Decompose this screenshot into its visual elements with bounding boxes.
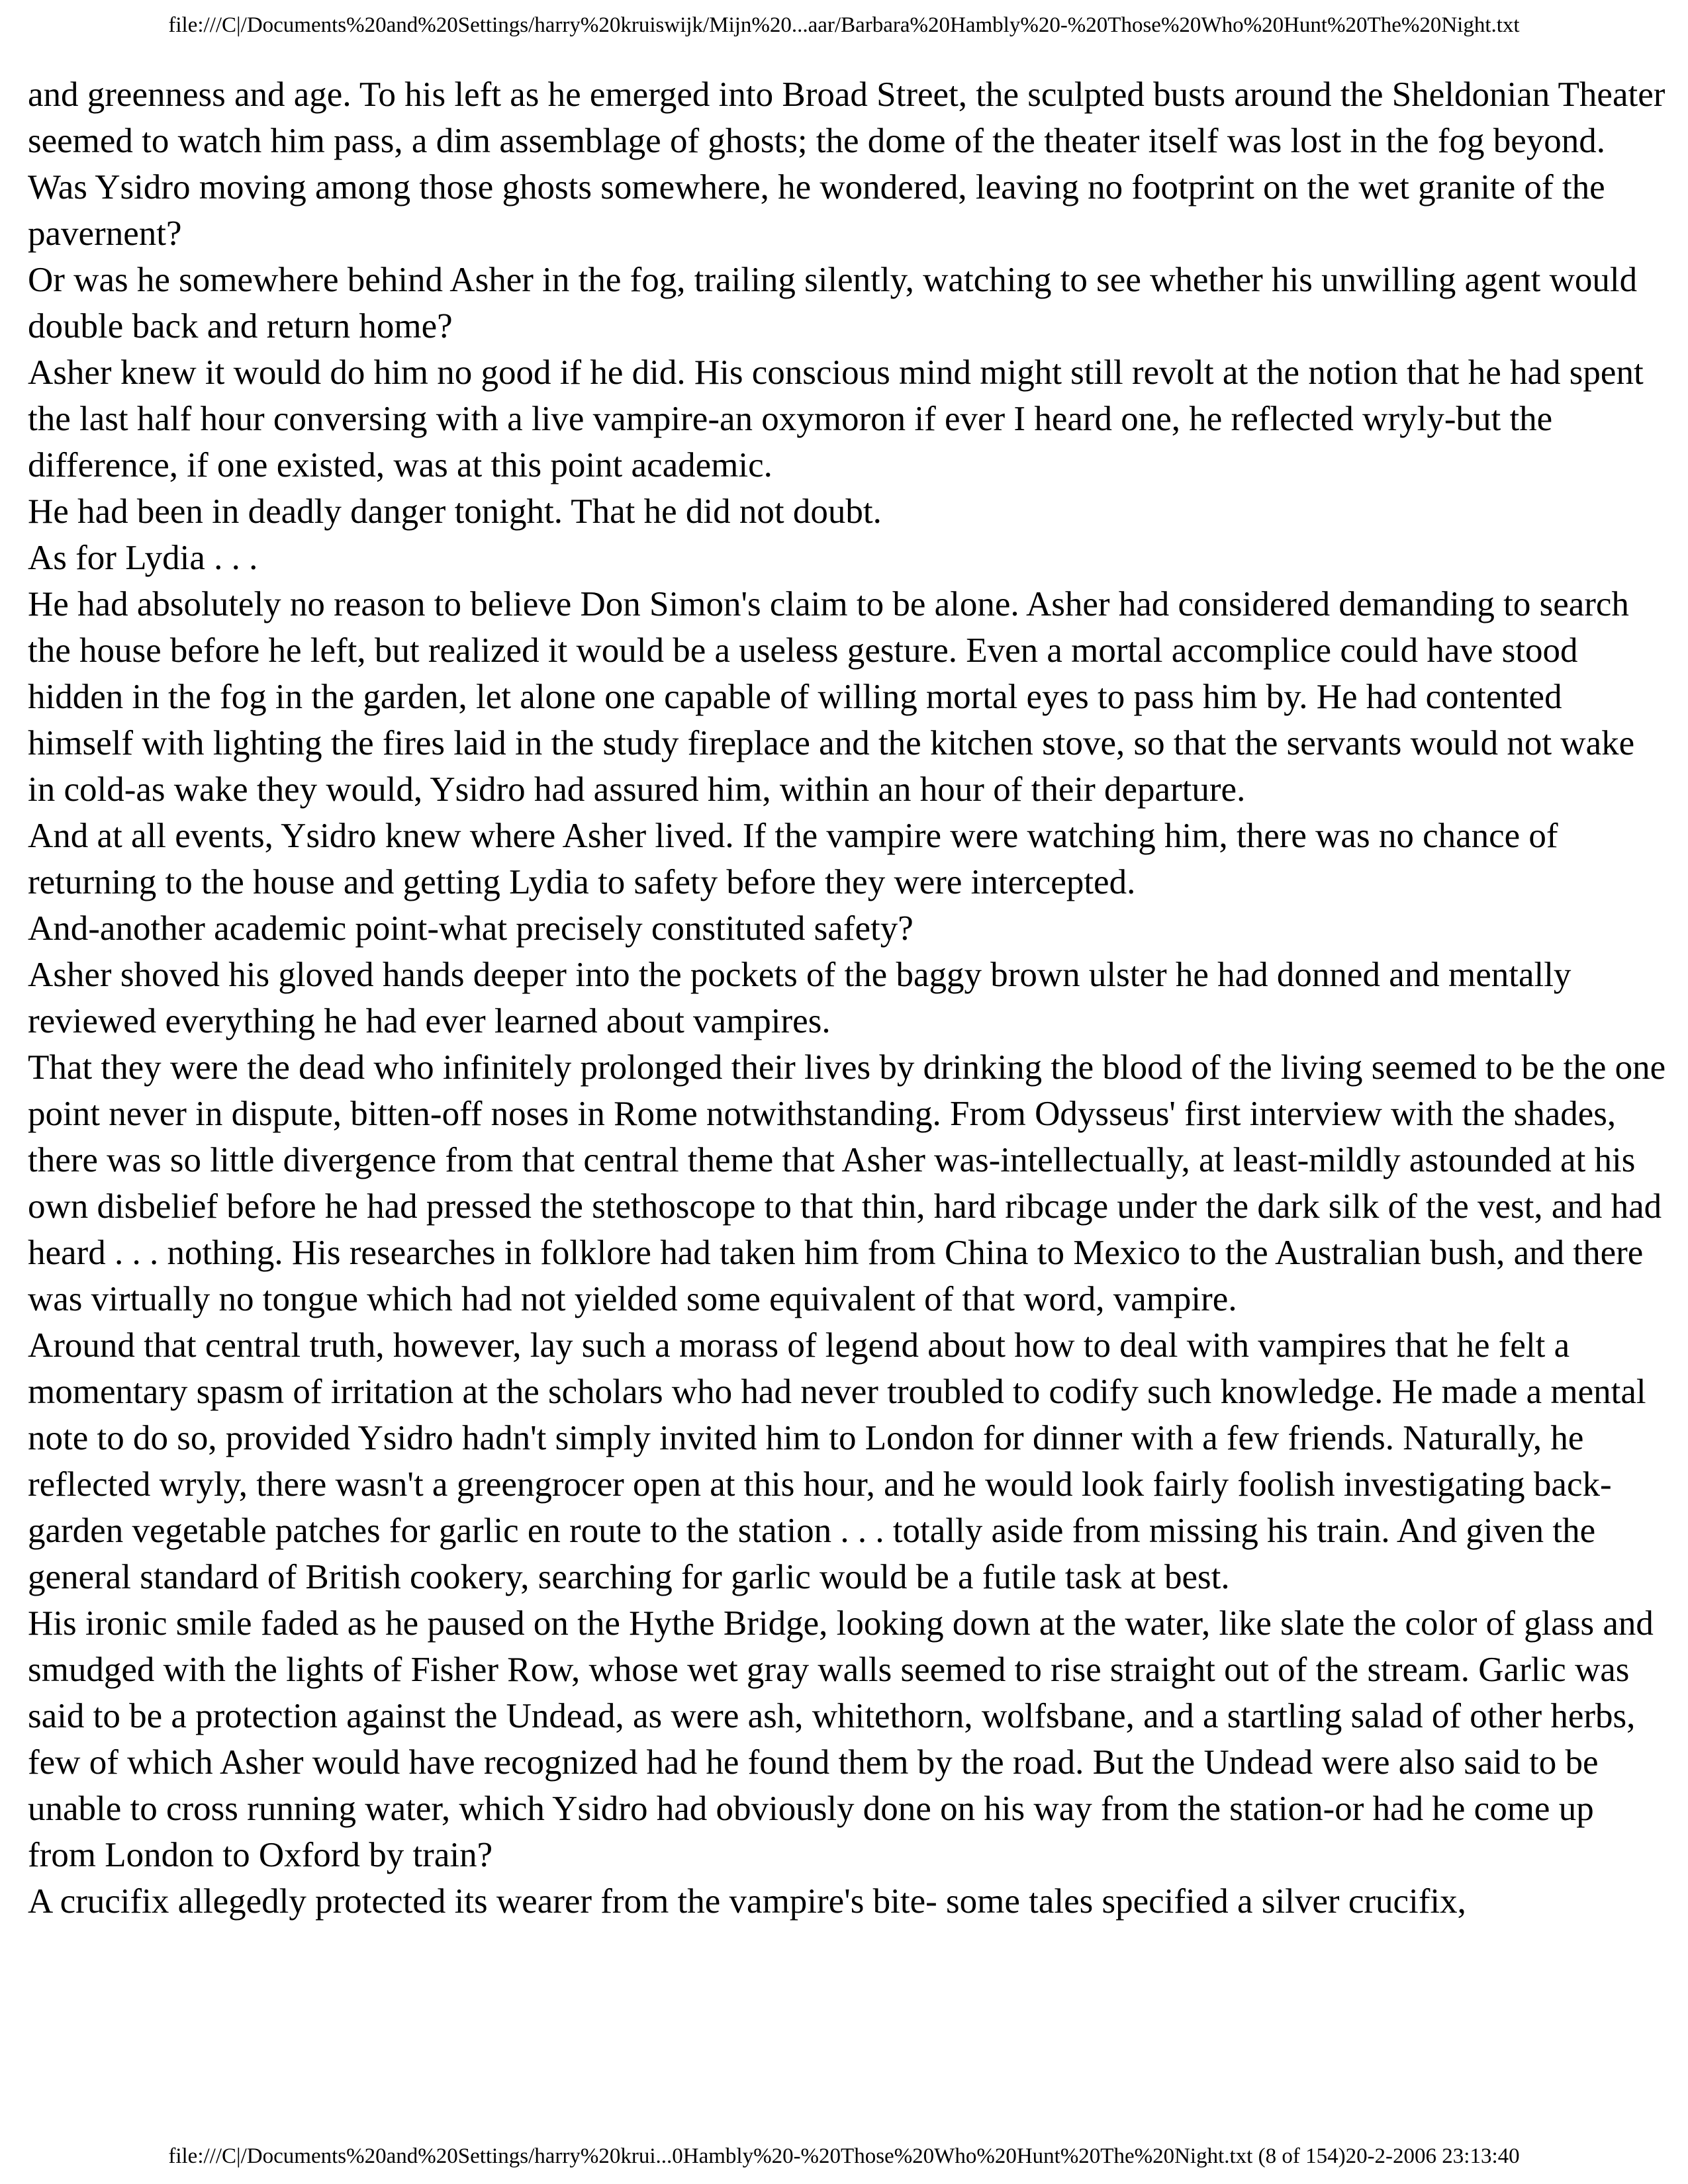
paragraph: That they were the dead who infinitely prolonged their lives by drinking the blood of the living seemed to be the one point never in dispute, bitten-off noses in Rome notwithstanding. From Odysseus' first interview with the shades, there was so little divergence from that central theme that Asher was-intellectually, at least-mildly astounded at his own disbelief before he had pressed the stethoscope to that thin, hard ribcage under the dark silk of the vest, and had heard . . . nothing. His researches in folklore had taken him from China to Mexico to the Australian bush, and there was virtually no tongue which had not yielded some equivalent of that word, vampire. — [28, 1048, 1666, 1318]
paragraph: Around that central truth, however, lay such a morass of legend about how to deal with vampires that he felt a momentary spasm of irritation at the scholars who had never troubled to codify such knowledge. He made a mental note to do so, provided Ysidro hadn't simply invited him to London for dinner with a few friends. Naturally, he reflected wryly, there wasn't a greengrocer open at this hour, and he would look fairly foolish investigating back-garden vegetable patches for garlic en route to the station . . . totally aside from missing his train. And given the general standard of British cookery, searching for garlic would be a futile task at best. — [28, 1326, 1646, 1596]
page-footer-file-path: file:///C|/Documents%20and%20Settings/harry%20krui...0Hambly%20-%20Those%20Who%20Hunt%20The%20Night.txt (8 of 154)20-2-2006 23:13:40 — [168, 2144, 1520, 2168]
paragraph: He had absolutely no reason to believe Don Simon's claim to be alone. Asher had considered demanding to search the house before he left, but realized it would be a useless gesture. Even a mortal accomplice could have stood hidden in the fog in the garden, let alone one capable of willing mortal eyes to pass him by. He had contented himself with lighting the fires laid in the study fireplace and the kitchen stove, so that the servants would not wake in cold-as wake they would, Ysidro had assured him, within an hour of their departure. — [28, 585, 1635, 809]
paragraph: Asher shoved his gloved hands deeper into the pockets of the baggy brown ulster he had donned and mentally reviewed everything he had ever learned about vampires. — [28, 956, 1571, 1040]
document-body — [28, 71, 1666, 1925]
paragraph: Or was he somewhere behind Asher in the fog, trailing silently, watching to see whether his unwilling agent would double back and return home? — [28, 261, 1638, 345]
page-header-file-path: file:///C|/Documents%20and%20Settings/harry%20kruiswijk/Mijn%20...aar/Barbara%20Hambly%20-%20Those%20Who%20Hunt%20The%20Night.txt — [168, 13, 1520, 37]
paragraph: and greenness and age. To his left as he emerged into Broad Street, the sculpted busts around the Sheldonian Theater seemed to watch him pass, a dim assemblage of ghosts; the dome of the theater itself was lost in the fog beyond. Was Ysidro moving among those ghosts somewhere, he wondered, leaving no footprint on the wet granite of the pavernent? — [28, 75, 1665, 253]
paragraph: A crucifix allegedly protected its wearer from the vampire's bite- some tales specified a silver crucifix, — [28, 1882, 1466, 1921]
paragraph: His ironic smile faded as he paused on the Hythe Bridge, looking down at the water, like slate the color of glass and smudged with the lights of Fisher Row, whose wet gray walls seemed to rise straight out of the stream. Garlic was said to be a protection against the Undead, as were ash, whitethorn, wolfsbane, and a startling salad of other herbs, few of which Asher would have recognized had he found them by the road. But the Undead were also said to be unable to cross running water, which Ysidro had obviously done on his way from the station-or had he come up from London to Oxford by train? — [28, 1604, 1654, 1874]
paragraph: Asher knew it would do him no good if he did. His conscious mind might still revolt at the notion that he had spent the last half hour conversing with a live vampire-an oxymoron if ever I heard one, he reflected wryly-but the difference, if one existed, was at this point academic. — [28, 353, 1644, 484]
paragraph: And at all events, Ysidro knew where Asher lived. If the vampire were watching him, there was no chance of returning to the house and getting Lydia to safety before they were intercepted. — [28, 817, 1558, 901]
paragraph: He had been in deadly danger tonight. That he did not doubt. — [28, 492, 882, 531]
paragraph: And-another academic point-what precisely constituted safety? — [28, 909, 914, 948]
paragraph: As for Lydia . . . — [28, 539, 258, 577]
